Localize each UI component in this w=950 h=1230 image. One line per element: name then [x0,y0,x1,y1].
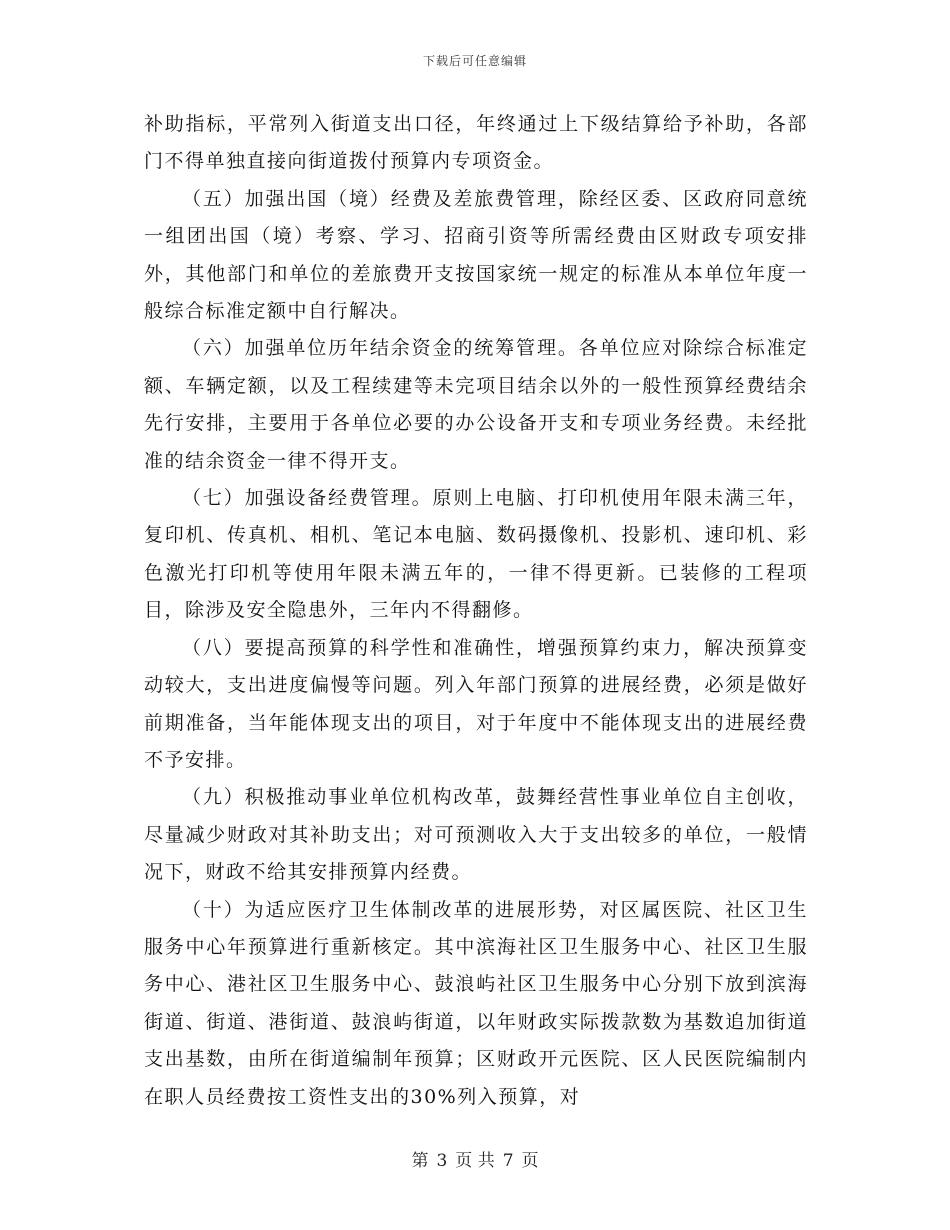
footer-total-pages: 7 [502,1151,514,1171]
page-header: 下载后可任意编辑 [422,54,527,68]
footer-middle: 页 共 [455,1151,495,1171]
document-body [144,106,808,1116]
paragraph-item-9: （九）积极推动事业单位机构改革，鼓舞经营性事业单位自主创收，尽量减少财政对其补助支出；对可预测收入大于支出较多的单位，一般情况下，财政不给其安排预算内经费。 [144,786,808,884]
footer-current-page: 3 [436,1151,448,1171]
page-footer [0,1146,950,1171]
paragraph-continuation: 补助指标，平常列入街道支出口径，年终通过上下级结算给予补助，各部门不得单独直接向街道拨付预算内专项资金。 [144,113,808,173]
paragraph-item-5: （五）加强出国（境）经费及差旅费管理，除经区委、区政府同意统一组团出国（境）考察、学习、招商引资等所需经费由区财政专项安排外，其他部门和单位的差旅费开支按国家统一规定的标准从本单位年度一般综合标准定额中自行解决。 [144,187,808,323]
footer-prefix: 第 [411,1151,429,1171]
footer-suffix: 页 [521,1151,539,1171]
paragraph-item-8: （八）要提高预算的科学性和准确性，增强预算约束力，解决预算变动较大，支出进度偏慢等问题。列入年部门预算的进展经费，必须是做好前期准备，当年能体现支出的项目，对于年度中不能体现支出的进展经费不予安排。 [144,636,808,771]
paragraph-item-6: （六）加强单位历年结余资金的统筹管理。各单位应对除综合标准定额、车辆定额，以及工程续建等未完项目结余以外的一般性预算经费结余先行安排，主要用于各单位必要的办公设备开支和专项业务经费。未经批准的结余资金一律不得开支。 [144,337,808,472]
paragraph-item-10: （十）为适应医疗卫生体制改革的进展形势，对区属医院、社区卫生服务中心年预算进行重新核定。其中滨海社区卫生服务中心、社区卫生服务中心、港社区卫生服务中心、鼓浪屿社区卫生服务中心分别下放到滨海街道、街道、港街道、鼓浪屿街道，以年财政实际拨款数为基数追加街道支出基数，由所在街道编制年预算；区财政开元医院、区人民医院编制内在职人员经费按工资性支出的30%列入预算，对 [144,898,808,1108]
paragraph-item-7: （七）加强设备经费管理。原则上电脑、打印机使用年限未满三年，复印机、传真机、相机、笔记本电脑、数码摄像机、投影机、速印机、彩色激光打印机等使用年限未满五年的，一律不得更新。已装修的工程项目，除涉及安全隐患外，三年内不得翻修。 [144,487,808,622]
